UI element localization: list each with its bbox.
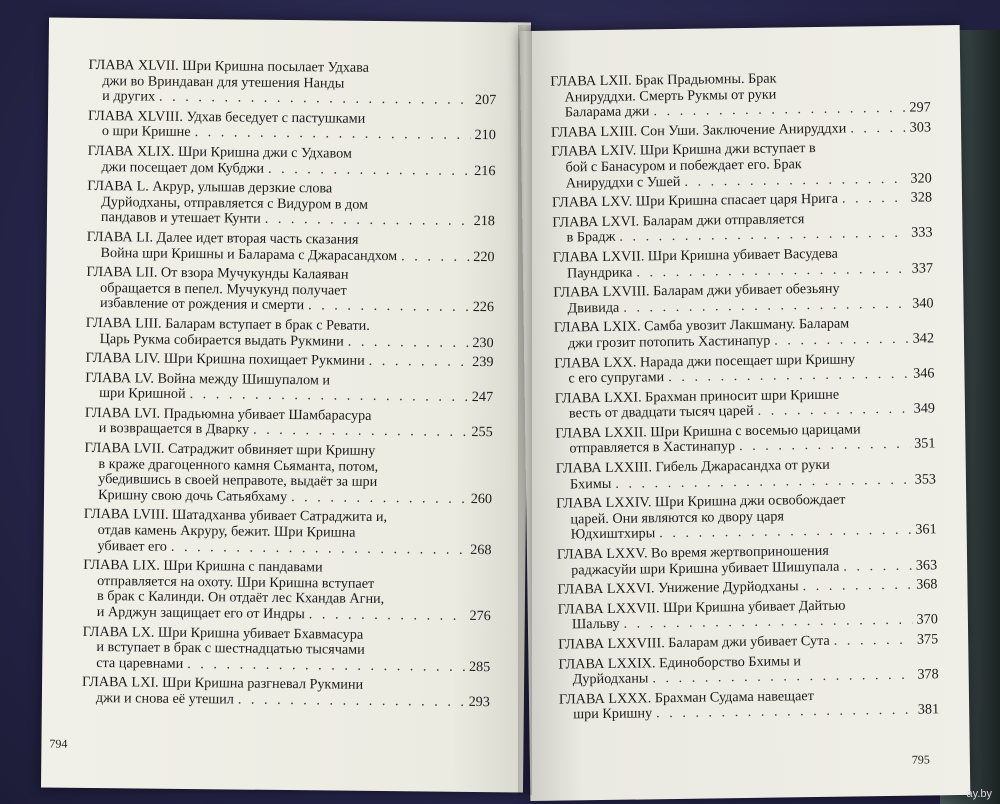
toc-entry-text: ГЛАВА LXIX. Самба увозит Лакшману. Баларам xyxy=(553,315,850,336)
toc-leader-dots xyxy=(636,261,908,280)
toc-page-number: 276 xyxy=(469,607,491,625)
page-number-right: 795 xyxy=(911,752,930,767)
watermark: ay.by xyxy=(966,788,992,800)
toc-leader-dots xyxy=(653,101,905,120)
page-number-left: 794 xyxy=(49,736,68,751)
toc-entry-text: ГЛАВА LX. Шри Кришна убивает Бхавмасура xyxy=(82,623,364,643)
toc-entry xyxy=(85,406,493,441)
toc-entry-text: Шальву xyxy=(571,616,620,633)
toc-leader-dots xyxy=(190,387,468,406)
toc-entry xyxy=(555,386,935,422)
toc-leader-dots xyxy=(842,191,907,207)
toc-entry-line xyxy=(84,488,492,508)
toc-entry-text: ГЛАВА LXXIII. Гибель Джарасандха от руки xyxy=(555,456,830,477)
toc-page-number: 340 xyxy=(912,295,934,312)
toc-entry-text: Двивида xyxy=(567,299,620,317)
toc-page-number: 381 xyxy=(917,701,940,718)
toc-entry-line xyxy=(551,120,931,141)
toc-entry-text: джи посещает дом Кубджи xyxy=(101,158,265,177)
toc-page-number: 333 xyxy=(911,224,933,242)
toc-entry-line xyxy=(559,703,939,724)
toc-entry-line xyxy=(85,386,493,406)
toc-entry-text: Бхимы xyxy=(569,475,612,493)
toc-entry-text: ГЛАВА LXIV. Шри Кришна джи вступает в xyxy=(551,140,816,161)
toc-leader-dots xyxy=(291,490,467,507)
toc-entry-line xyxy=(86,245,494,265)
toc-leader-dots xyxy=(652,668,913,687)
toc-entry-text: и вступает в брак с шестнадцатью тысячами xyxy=(96,639,365,659)
toc-entry-text: отправляется на охоту. Шри Кришна вступает xyxy=(97,572,375,592)
book-gutter xyxy=(518,25,532,795)
toc-entry xyxy=(88,58,496,109)
toc-entry-text: ГЛАВА LXXI. Брахман приносит шри Кришне xyxy=(554,386,840,407)
toc-entry xyxy=(86,316,494,351)
toc-entry xyxy=(553,245,933,281)
toc-entry-text: Кришну свою дочь Сатьябхаму xyxy=(97,486,288,505)
toc-leader-dots xyxy=(238,692,465,710)
toc-leader-dots xyxy=(623,613,912,633)
toc-entry-text: ГЛАВА LIV. Шри Кришна похищает Рукмини xyxy=(85,349,365,369)
toc-entry-text: Война шри Кришны и Баларама с Джарасандхом xyxy=(100,244,398,264)
toc-leader-dots xyxy=(195,125,471,143)
left-page xyxy=(41,17,531,792)
toc-entry-text: о шри Кришне xyxy=(101,123,191,141)
toc-page-number: 378 xyxy=(917,666,939,683)
toc-entry-text: ГЛАВА LVI. Прадьюмна убивает Шамбарасура xyxy=(84,404,372,424)
toc-entry-text: и других xyxy=(102,88,156,105)
toc-entry-text: ГЛАВА LIX. Шри Кришна с пандавами xyxy=(83,557,323,576)
toc-entry xyxy=(554,316,934,352)
toc-entry-text: Дурйодханы xyxy=(572,670,649,688)
toc-entry-line xyxy=(82,656,490,676)
toc-entry-text: ГЛАВА LXI. Шри Кришна разгневал Рукмини xyxy=(82,674,364,694)
toc-leader-dots xyxy=(268,161,470,179)
toc-entry xyxy=(86,230,494,265)
toc-page-number: 368 xyxy=(916,576,938,593)
toc-entry-text: избавление от рождения и смерти xyxy=(99,295,305,314)
toc-entry-text: в Брадж xyxy=(566,229,616,246)
toc-entry xyxy=(82,624,490,675)
toc-leader-dots xyxy=(758,402,910,420)
toc-page-number: 375 xyxy=(916,631,939,648)
toc-entry-text: убивает его xyxy=(97,537,168,555)
toc-page-number: 260 xyxy=(470,490,493,508)
toc-page-number: 353 xyxy=(914,470,937,488)
toc-entry xyxy=(552,191,932,212)
toc-entry-line xyxy=(552,191,932,212)
toc-entry xyxy=(87,144,495,179)
toc-page-number: 303 xyxy=(909,119,932,136)
toc-entry-text: джи во Вриндаван для утешения Нанды xyxy=(102,72,345,92)
toc-page-number: 349 xyxy=(913,400,936,417)
toc-entry-line xyxy=(87,159,495,179)
toc-leader-dots xyxy=(348,334,469,351)
toc-entry-text: джи и снова её утешил xyxy=(95,689,234,708)
toc-entry-line xyxy=(555,437,935,458)
toc-entry xyxy=(551,140,932,192)
toc-leader-dots xyxy=(369,354,469,371)
toc-entry-line xyxy=(553,261,933,282)
toc-entry-text: ГЛАВА LXX. Нарада джи посещает шри Кришну xyxy=(554,350,856,372)
toc-leader-dots xyxy=(265,212,470,230)
toc-entry-text: ГЛАВА LXXVIII. Баларам джи убивает Сута xyxy=(558,632,830,653)
toc-page-number: 293 xyxy=(468,693,490,711)
toc-entry-line xyxy=(82,691,490,711)
toc-page-number: 207 xyxy=(474,92,497,109)
toc-page-number: 337 xyxy=(911,259,934,277)
toc-entry-text: Анируддхи. Смерть Рукмы от руки xyxy=(564,86,777,106)
toc-entry xyxy=(556,492,937,544)
toc-entry-line xyxy=(552,171,932,192)
toc-entry xyxy=(558,632,938,653)
toc-page-number: 220 xyxy=(473,248,495,265)
toc-entry xyxy=(559,687,939,723)
toc-entry-text: ГЛАВА LXIII. Сон Уши. Заключение Анируддхи xyxy=(550,120,847,141)
toc-entry xyxy=(82,675,490,710)
toc-entry-line xyxy=(83,539,491,559)
toc-entry-text: отдав камень Акруру, бежит. Шри Кришна xyxy=(97,522,356,541)
toc-leader-dots xyxy=(659,523,911,542)
toc-entry-text: Паундрика xyxy=(566,264,633,282)
toc-entry xyxy=(83,558,492,625)
toc-entry-text: ГЛАВА LXII. Брак Прадьюмны. Брак xyxy=(550,70,777,90)
toc-entry-text: ГЛАВА LIII. Баларам вступает в брак с Ревати. xyxy=(85,314,370,334)
toc-entry-text: ГЛАВА XLVIII. Удхав беседует с пастушками xyxy=(87,107,366,127)
toc-entry-line xyxy=(85,421,493,441)
toc-leader-dots xyxy=(309,607,466,624)
toc-leader-dots xyxy=(159,90,471,109)
toc-entry-text: ГЛАВА L. Акрур, улышав дерзкие слова xyxy=(87,178,333,197)
toc-entry-text: пандавов и утешает Кунти xyxy=(100,209,261,228)
toc-entry-text: Анируддхи с Ушей xyxy=(565,173,681,192)
toc-entry-line xyxy=(552,226,932,247)
toc-page-number: 218 xyxy=(473,213,496,230)
toc-entry xyxy=(557,542,937,578)
toc-page-number: 328 xyxy=(910,189,933,206)
toc-entry-text: ГЛАВА LXV. Шри Кришна спасает царя Нрига xyxy=(551,190,839,211)
toc-page-number: 230 xyxy=(472,334,494,351)
toc-leader-dots xyxy=(187,657,465,676)
toc-entry-line xyxy=(553,296,933,317)
toc-entry xyxy=(555,421,935,457)
toc-entry-line xyxy=(551,101,931,122)
toc-entry-text: весть от двадцати тысяч царей xyxy=(568,403,754,422)
toc-entry-text: с его супругами xyxy=(568,369,665,387)
right-page xyxy=(520,25,971,801)
toc-entry-text: ГЛАВА LV. Война между Шишупалом и xyxy=(85,369,331,389)
toc-entry-line xyxy=(86,331,494,351)
toc-entry-text: и Арджун защищает его от Индры xyxy=(96,604,305,623)
toc-page-number: 226 xyxy=(472,299,495,316)
toc-entry-text: царей. Они являются ко двору царя xyxy=(570,508,785,528)
toc-leader-dots xyxy=(615,472,911,492)
toc-entry xyxy=(87,179,495,230)
toc-entry-line xyxy=(83,605,491,625)
toc-entry-text: джи грозит потопить Хастинапур xyxy=(567,332,771,352)
toc-entry-line xyxy=(558,632,938,653)
toc-entry-line xyxy=(559,668,939,689)
toc-entry xyxy=(558,652,938,688)
toc-entry xyxy=(550,69,931,121)
toc-page-number: 297 xyxy=(909,99,931,116)
toc-entry-text: шри Кришной xyxy=(99,385,186,403)
toc-entry-text: и возвращается в Дварку xyxy=(98,420,250,439)
toc-entry-line xyxy=(86,296,494,316)
toc-entry-text: ГЛАВА LXXII. Шри Кришна с восемью царицами xyxy=(555,421,861,442)
toc-entry xyxy=(554,351,934,387)
toc-page-number: 361 xyxy=(915,521,937,539)
toc-entry-text: Дурйодханы, отправляется с Видуром в дом xyxy=(101,193,369,213)
toc-leader-dots xyxy=(253,423,467,441)
toc-entry-text: Баларама джи xyxy=(564,103,650,121)
toc-entry-line xyxy=(554,331,934,352)
toc-leader-dots xyxy=(656,703,914,722)
toc-entry-line xyxy=(88,124,496,144)
toc-entry-line xyxy=(555,402,935,423)
toc-entry-text: раджасуйи шри Кришна убивает Шишупала xyxy=(571,558,840,579)
toc-entry-text: ГЛАВА LXXVI. Унижение Дурйодханы xyxy=(557,578,799,598)
toc-entry xyxy=(83,507,491,558)
toc-entry-text: ГЛАВА LXXIV. Шри Кришна джи освобождает xyxy=(556,491,846,512)
toc-entry-text: ста царевнами xyxy=(96,654,184,672)
toc-entry-text: ГЛАВА LVIII. Шатадханва убивает Сатраджита и, xyxy=(83,506,388,526)
toc-entry-line xyxy=(557,523,937,544)
toc-entry-text: убедившись в своей неправоте, выдаёт за шри xyxy=(98,471,378,491)
toc-entry-line xyxy=(554,366,934,387)
toc-page-number: 346 xyxy=(913,365,935,382)
toc-leader-dots xyxy=(684,171,906,190)
toc-page-number: 210 xyxy=(474,127,496,144)
toc-entry xyxy=(551,120,931,141)
toc-page-number: 247 xyxy=(471,389,494,406)
toc-entry-text: ГЛАВА LII. От взора Мучукунды Калаяван xyxy=(86,264,349,283)
toc-entry-text: в краже драгоценного камня Сьяманта, потом, xyxy=(98,455,379,475)
toc-leader-dots xyxy=(739,437,910,455)
toc-entry-line xyxy=(557,578,937,599)
toc-leader-dots xyxy=(850,121,906,137)
toc-entry xyxy=(84,441,493,508)
toc-leader-dots xyxy=(308,299,469,316)
toc-entry-line xyxy=(87,210,495,230)
toc-page-number: 239 xyxy=(472,354,494,371)
toc-entry-line xyxy=(85,351,493,371)
toc-entry xyxy=(85,371,493,406)
toc-page-number: 216 xyxy=(474,162,496,179)
toc-entry-text: Царь Рукма собирается выдать Рукмини xyxy=(99,330,344,350)
toc-entry xyxy=(85,351,493,371)
toc-page-number: 255 xyxy=(471,424,493,441)
toc-entry-text: бой с Банасуром и побеждает его. Брак xyxy=(565,156,802,176)
toc-page-number: 351 xyxy=(914,435,936,453)
toc-entry-text: ГЛАВА LXXX. Брахман Судама навещает xyxy=(558,687,814,708)
toc-page-number: 370 xyxy=(916,611,939,629)
toc-page-number: 363 xyxy=(915,556,938,574)
toc-entry xyxy=(86,265,494,316)
toc-entry-text: ГЛАВА LXVII. Шри Кришна убивает Васудева xyxy=(552,245,838,266)
toc-entry-text: ГЛАВА LXXIX. Единоборство Бхимы и xyxy=(558,652,801,673)
toc-entry-line xyxy=(558,613,938,634)
toc-entry xyxy=(553,280,933,316)
toc-leader-dots xyxy=(623,296,908,316)
toc-entry xyxy=(556,456,936,492)
toc-entry xyxy=(552,210,932,246)
toc-entry-text: в брак с Калинди. Он отдаёт лес Кхандав Агни, xyxy=(96,588,385,608)
toc-entry-text: ГЛАВА LXVI. Баларам джи отправляется xyxy=(552,210,805,231)
toc-entry xyxy=(558,597,938,633)
toc-list-left xyxy=(82,58,497,715)
toc-page-number: 285 xyxy=(468,658,491,675)
toc-entry-text: ГЛАВА LVII. Сатраджит обвиняет шри Кришну xyxy=(84,439,376,459)
toc-leader-dots xyxy=(843,558,912,575)
toc-entry xyxy=(557,578,937,599)
toc-list-right xyxy=(550,69,939,727)
toc-entry xyxy=(88,109,496,144)
toc-entry-text: ГЛАВА LXVIII. Баларам джи убивает обезьяну xyxy=(553,280,840,301)
toc-entry-text: шри Кришну xyxy=(573,705,653,723)
toc-entry-line xyxy=(557,558,937,579)
toc-entry-text: ГЛАВА XLVII. Шри Кришна посылает Удхава xyxy=(88,56,370,76)
toc-leader-dots xyxy=(668,367,909,386)
toc-entry-text: обращается в пепел. Мучукунд получает xyxy=(100,279,347,299)
toc-entry-line xyxy=(88,89,496,109)
toc-entry-text: Юдхиштхиры xyxy=(570,525,656,543)
toc-leader-dots xyxy=(401,249,469,265)
toc-leader-dots xyxy=(619,226,907,246)
toc-page-number: 320 xyxy=(910,169,932,187)
toc-leader-dots xyxy=(774,332,909,349)
toc-entry-text: ГЛАВА XLIX. Шри Кришна джи с Удхавом xyxy=(87,142,353,162)
toc-entry-text: ГЛАВА LXXV. Во время жертвоприношения xyxy=(556,542,829,563)
toc-entry-text: отправляется в Хастинапур xyxy=(569,438,736,457)
toc-page-number: 342 xyxy=(912,330,935,347)
toc-entry-text: ГЛАВА LXXVII. Шри Кришна убивает Дайтью xyxy=(557,597,846,618)
toc-entry-text: ГЛАВА LI. Далее идет вторая часть сказания xyxy=(86,228,359,248)
toc-page-number: 268 xyxy=(470,541,492,558)
toc-leader-dots xyxy=(171,539,466,558)
toc-leader-dots xyxy=(834,633,913,650)
toc-leader-dots xyxy=(803,578,913,595)
